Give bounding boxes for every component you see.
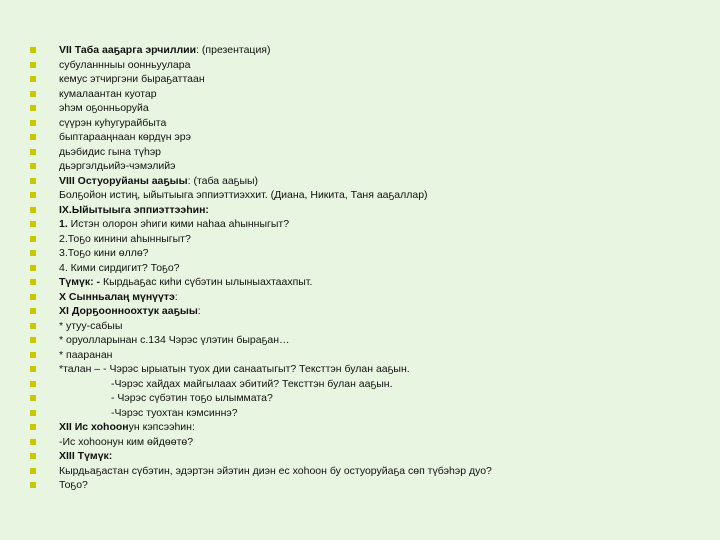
list-item	[30, 435, 710, 450]
square-bullet-icon	[30, 192, 36, 198]
square-bullet-icon	[30, 395, 36, 401]
square-bullet-icon	[30, 424, 36, 430]
list-item-text: : (презентация)	[196, 44, 271, 56]
list-item-bold-text: 1.	[59, 218, 68, 230]
square-bullet-icon	[30, 482, 36, 488]
square-bullet-icon	[30, 207, 36, 213]
square-bullet-icon	[30, 265, 36, 271]
list-item-text: Кырдьаҕас киһи сүбэтин ылыныахтаахпыт.	[100, 276, 313, 288]
list-item	[30, 449, 710, 464]
list-item-text: -Ис хоһоонун ким өйдөөтө?	[59, 435, 194, 448]
list-item-text: -Чэрэс туохтан кэмсиннэ?	[111, 406, 238, 419]
square-bullet-icon	[30, 178, 36, 184]
list-item-text: Кырдьаҕастан сүбэтин, эдэртэн эйэтин диэн ес хоһоон бу остуоруйаҕа сөп түбэһэр дуо?	[59, 464, 492, 477]
list-item	[30, 406, 710, 421]
list-item-text: *талан – - Чэрэс ырыатын туох дии санаатыгыт? Тексттэн булан ааҕын.	[59, 363, 410, 375]
list-item	[30, 203, 710, 218]
list-item-text: дьэбидис гына түһэр	[59, 145, 162, 158]
square-bullet-icon	[30, 468, 36, 474]
square-bullet-icon	[30, 62, 36, 68]
list-item	[30, 348, 710, 363]
list-item	[30, 101, 710, 116]
list-item-text: дьэргэлдьийэ-чэмэлийэ	[59, 160, 176, 172]
list-item	[30, 464, 710, 479]
list-item	[30, 58, 710, 73]
list-item-text: ун кэпсээһин:	[128, 421, 195, 433]
list-item	[30, 333, 710, 348]
list-item	[30, 188, 710, 203]
list-item-text: 4. Кими сирдигит? Тоҕо?	[59, 261, 180, 274]
list-item	[30, 232, 710, 247]
list-item-text: Тоҕо?	[59, 479, 88, 491]
list-item-text: * пааранан	[59, 348, 113, 361]
list-item	[30, 478, 710, 493]
list-item	[30, 362, 710, 377]
list-item-text: :	[197, 305, 201, 317]
list-item	[30, 116, 710, 131]
square-bullet-icon	[30, 76, 36, 82]
list-item-text: * оруолларынан с.134 Чэрэс үлэтин быраҕан…	[59, 334, 290, 346]
list-item-bold-text: IX.Ыйытыыга эппиэттээһин:	[59, 203, 209, 216]
list-item	[30, 145, 710, 160]
square-bullet-icon	[30, 105, 36, 111]
square-bullet-icon	[30, 337, 36, 343]
list-item	[30, 43, 710, 58]
square-bullet-icon	[30, 439, 36, 445]
square-bullet-icon	[30, 410, 36, 416]
list-item-text: кумалаантан куотар	[59, 87, 157, 100]
list-item	[30, 159, 710, 174]
list-item-text: 2.Тоҕо кинини аһынныгыт?	[59, 232, 191, 245]
list-item	[30, 391, 710, 406]
list-item-text: : (таба ааҕыы)	[187, 174, 259, 187]
list-item-text: Болҕойон истиң, ыйытыыга эппиэттиэххит. (Диана, Никита, Таня ааҕаллар)	[59, 189, 428, 201]
list-item-text: Истэн олорон эһиги кими наһаа аһынныгыт?	[67, 218, 290, 230]
list-item-bold-text: XIII Түмүк:	[59, 450, 113, 462]
list-item-text: * утуу-сабыы	[59, 319, 123, 332]
square-bullet-icon	[30, 221, 36, 227]
list-item-text: :	[174, 290, 178, 303]
list-item-bold-text: VIII Остуоруйаны ааҕыы	[59, 174, 188, 187]
list-item-bold-text: XI Дорҕоонноохтук ааҕыы	[59, 305, 198, 317]
square-bullet-icon	[30, 453, 36, 459]
list-item-bold-text: X Сынньалаң мүнүүтэ	[59, 290, 175, 303]
list-item	[30, 72, 710, 87]
list-item	[30, 304, 710, 319]
square-bullet-icon	[30, 323, 36, 329]
list-item	[30, 87, 710, 102]
square-bullet-icon	[30, 236, 36, 242]
list-item-bold-text: VII Таба ааҕарга эрчиллии	[59, 44, 197, 56]
bullet-list	[30, 43, 710, 493]
square-bullet-icon	[30, 366, 36, 372]
square-bullet-icon	[30, 294, 36, 300]
square-bullet-icon	[30, 250, 36, 256]
square-bullet-icon	[30, 91, 36, 97]
square-bullet-icon	[30, 308, 36, 314]
list-item	[30, 246, 710, 261]
square-bullet-icon	[30, 381, 36, 387]
square-bullet-icon	[30, 163, 36, 169]
list-item-text: -Чэрэс хайдах майгылаах эбитий? Тексттэн булан ааҕын.	[111, 377, 393, 390]
list-item-text: быптарааңнаан көрдүн эрэ	[59, 131, 191, 143]
list-item-text: эһэм оҕонньоруйа	[59, 102, 149, 114]
list-item	[30, 261, 710, 276]
list-item-text: субуланнныы оонньуулара	[59, 58, 191, 71]
list-item	[30, 319, 710, 334]
list-item-text: - Чэрэс сүбэтин тоҕо ылымматa?	[111, 392, 273, 404]
square-bullet-icon	[30, 120, 36, 126]
list-item	[30, 275, 710, 290]
list-item-bold-text: XII Ис хоһоон	[59, 421, 129, 433]
list-item	[30, 290, 710, 305]
list-item-bold-text: Түмүк: -	[59, 276, 101, 288]
square-bullet-icon	[30, 352, 36, 358]
list-item	[30, 174, 710, 189]
square-bullet-icon	[30, 134, 36, 140]
list-item	[30, 420, 710, 435]
square-bullet-icon	[30, 149, 36, 155]
list-item	[30, 377, 710, 392]
list-item	[30, 130, 710, 145]
list-item-text: 3.Тоҕо кини өллө?	[59, 247, 149, 259]
list-item-text: сүүрэн куһугурайбыта	[59, 116, 167, 129]
list-item	[30, 217, 710, 232]
square-bullet-icon	[30, 279, 36, 285]
list-item-text: кемус этчиргэни быраҕаттаан	[59, 73, 205, 85]
square-bullet-icon	[30, 47, 36, 53]
